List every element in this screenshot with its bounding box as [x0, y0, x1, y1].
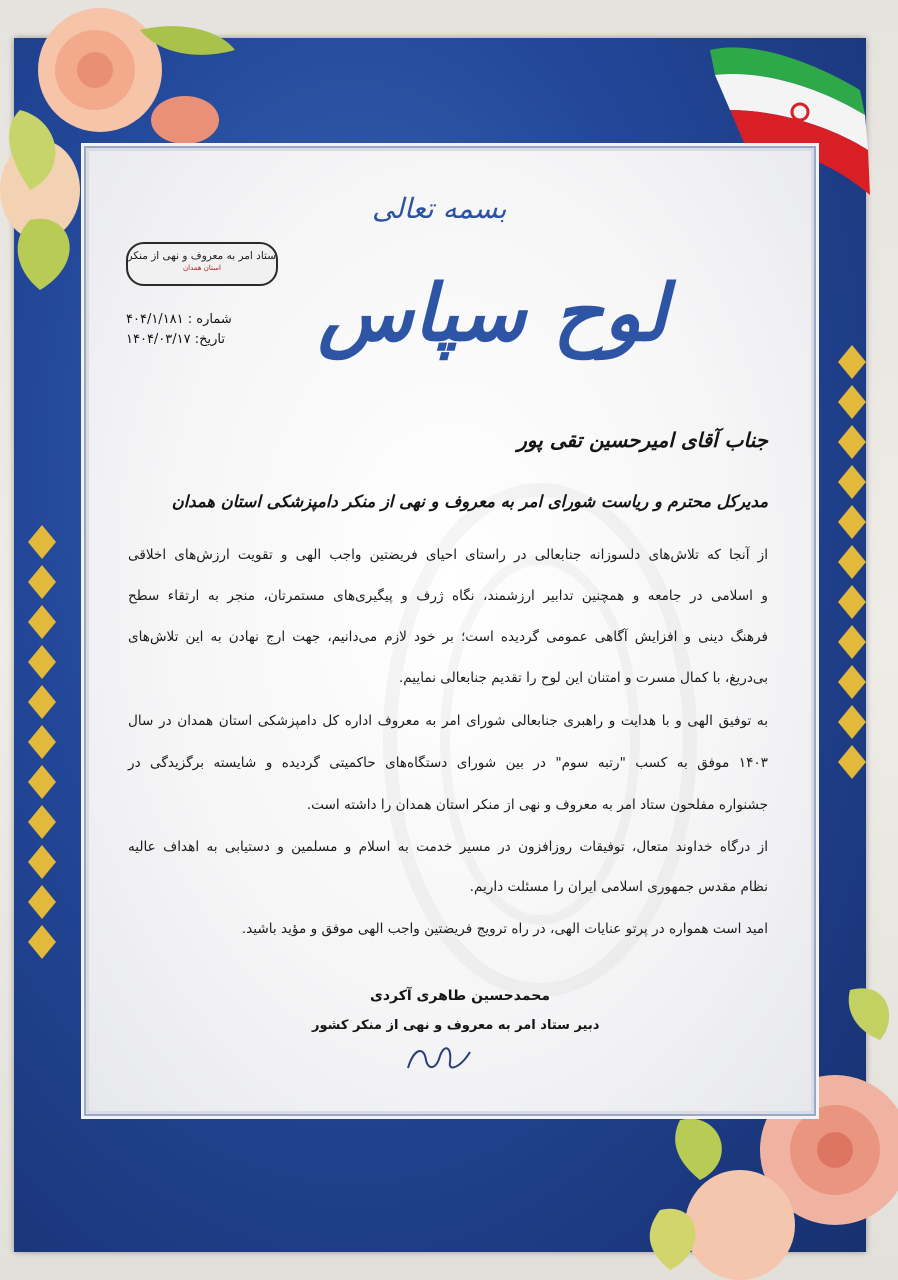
body-line-5: به توفیق الهی و با هدایت و راهبری جنابعالی شورای امر به معروف اداره کل دامپزشکی استان همدان در سال — [128, 713, 768, 729]
addressee-name: جناب آقای امیرحسین تقی پور — [517, 428, 768, 452]
logo-line2: استان همدان — [183, 264, 221, 272]
body-line-9: نظام مقدس جمهوری اسلامی ایران را مسئلت داریم. — [469, 879, 768, 895]
body-line-8: از درگاه خداوند متعال، توفیقات روزافزون در مسیر خدمت به اسلام و مسلمین و دستیابی به اهداف عالیه — [128, 839, 768, 855]
reference-date: تاریخ: ۱۴۰۴/۰۳/۱۷ — [126, 332, 226, 347]
signature-scribble — [400, 1038, 480, 1078]
body-line-7: جشنواره مفلحون ستاد امر به معروف و نهی از منکر استان همدان را داشته است. — [306, 797, 768, 813]
body-line-4: بی‌دریغ، با کمال مسرت و امتنان این لوح را تقدیم جنابعالی نماییم. — [398, 670, 768, 686]
body-line-10: امید است همواره در پرتو عنایات الهی، در راه ترویج فریضتین واجب الهی موفق و مؤید باشید. — [241, 921, 768, 937]
gold-pattern-left — [22, 520, 62, 980]
logo-line1: ستاد امر به معروف و نهی از منکر — [127, 250, 276, 262]
body-line-1: از آنجا که تلاش‌های دلسوزانه جنابعالی در راستای احیای فریضتین واجب الهی و تقویت ارزش‌های اخلاقی — [128, 547, 768, 563]
organization-logo — [126, 242, 278, 286]
body-line-2: و اسلامی در جامعه و همچنین تدابیر ارزشمند، نگاه ژرف و پیگیری‌های مستمرتان، منجر به ارتقاء سطح — [128, 588, 768, 604]
certificate-title: لوح سپاس — [318, 268, 668, 359]
body-line-3: فرهنگ دینی و افزایش آگاهی عمومی گردیده است؛ بر خود لازم می‌دانیم، جهت ارج نهادن به این تلاش‌های — [128, 629, 768, 645]
gold-pattern-right — [832, 340, 872, 790]
body-line-6: ۱۴۰۳ موفق به کسب "رتبه سوم" در بین شورای دستگاه‌های حاکمیتی گردیده و شایسته برگزیدگی در — [128, 755, 768, 771]
addressee-position: مدیرکل محترم و ریاست شورای امر به معروف و نهی از منکر دامپزشکی استان همدان — [171, 492, 768, 511]
reference-number: شماره : ۴۰۴/۱/۱۸۱ — [126, 312, 232, 327]
signatory-name: محمدحسین طاهری آکردی — [370, 988, 550, 1004]
invocation-text: بسمه تعالی — [372, 192, 507, 225]
signatory-title: دبیر ستاد امر به معروف و نهی از منکر کشور — [312, 1018, 600, 1033]
